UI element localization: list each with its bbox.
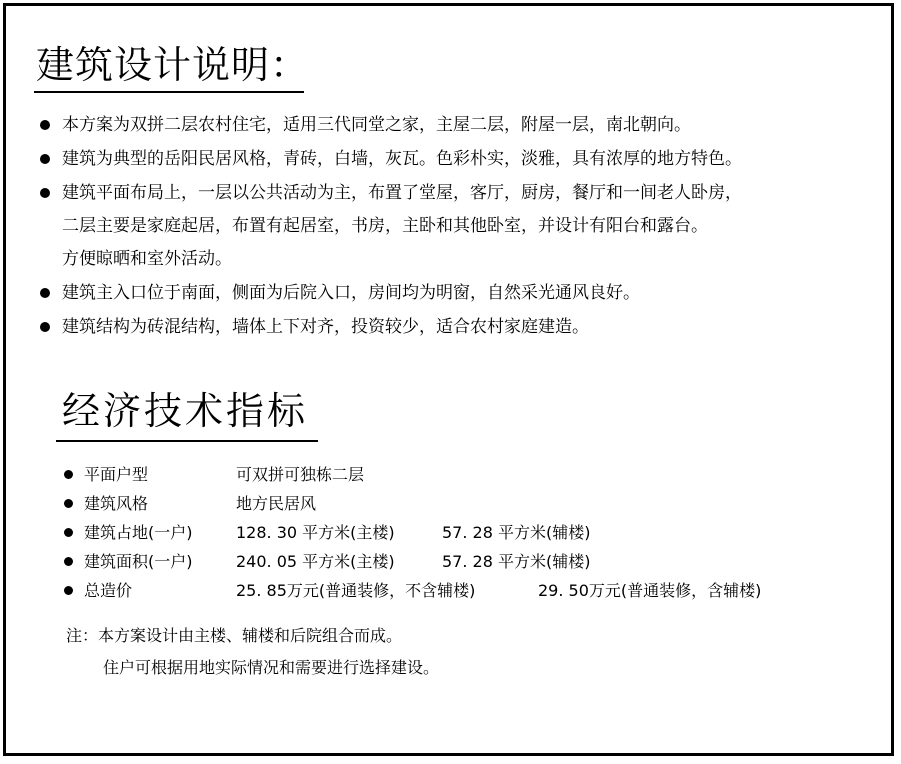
bullet-icon [40, 288, 50, 298]
spec-label: 建筑占地(一户) [84, 523, 193, 542]
list-item-continuation: 二层主要是家庭起居，布置有起居室，书房，主卧和其他卧室，并设计有阳台和露台。 [62, 216, 708, 236]
economic-indicators-list [64, 460, 884, 605]
bullet-icon [64, 586, 73, 595]
bullet-icon [64, 470, 73, 479]
list-item: 建筑为典型的岳阳民居风格，青砖，白墙，灰瓦。色彩朴实，淡雅，具有浓厚的地方特色。 [40, 142, 880, 176]
footnote-line: 注：本方案设计由主楼、辅楼和后院组合而成。 [66, 626, 403, 645]
list-item: 建筑结构为砖混结构，墙体上下对齐，投资较少，适合农村家庭建造。 [40, 310, 880, 344]
spec-row [64, 518, 884, 547]
spec-row [64, 489, 884, 518]
spec-value-secondary: 29. 50万元(普通装修，含辅楼) [538, 581, 762, 600]
title-underline [34, 91, 304, 93]
spec-row [64, 576, 884, 605]
design-notes-title: 建筑设计说明： [36, 43, 310, 87]
spec-value: 25. 85万元(普通装修，不含辅楼) [236, 581, 476, 600]
spec-value: 可双拼可独栋二层 [236, 465, 365, 484]
design-notes-list [40, 108, 880, 344]
spec-label: 总造价 [84, 581, 133, 600]
footnote [66, 620, 439, 684]
spec-value: 240. 05 平方米(主楼) [236, 552, 395, 571]
bullet-icon [40, 120, 50, 130]
title-underline [56, 440, 318, 442]
spec-value: 地方民居风 [236, 494, 317, 513]
list-item: 建筑平面布局上，一层以公共活动为主，布置了堂屋，客厅，厨房，餐厅和一间老人卧房， [40, 176, 880, 210]
bullet-icon [40, 188, 50, 198]
list-item-continuation: 方便晾晒和室外活动。 [62, 249, 232, 269]
list-item: 建筑主入口位于南面，侧面为后院入口，房间均为明窗，自然采光通风良好。 [40, 276, 880, 310]
bullet-icon [64, 499, 73, 508]
bullet-icon [40, 322, 50, 332]
spec-row [64, 547, 884, 576]
list-item: 本方案为双拼二层农村住宅，适用三代同堂之家，主屋二层，附屋一层，南北朝向。 [40, 108, 880, 142]
spec-label: 建筑风格 [84, 494, 149, 513]
spec-row [64, 460, 884, 489]
bullet-icon [64, 528, 73, 537]
economic-indicators-title: 经济技术指标 [62, 389, 309, 433]
bullet-icon [40, 154, 50, 164]
bullet-icon [64, 557, 73, 566]
spec-value-secondary: 57. 28 平方米(辅楼) [442, 523, 591, 542]
spec-label: 建筑面积(一户) [84, 552, 193, 571]
spec-value: 128. 30 平方米(主楼) [236, 523, 395, 542]
footnote-line: 住户可根据用地实际情况和需要进行选择建设。 [103, 658, 440, 677]
spec-label: 平面户型 [84, 465, 149, 484]
spec-value-secondary: 57. 28 平方米(辅楼) [442, 552, 591, 571]
